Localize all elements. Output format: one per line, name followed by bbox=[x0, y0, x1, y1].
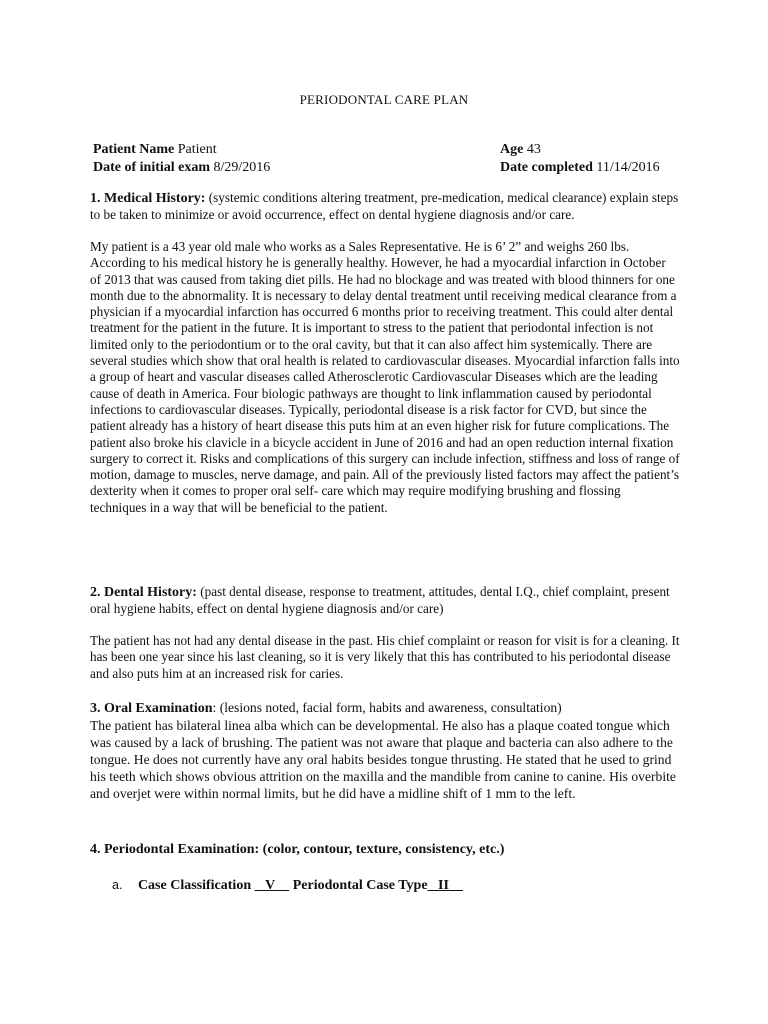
age-label: Age bbox=[500, 142, 524, 157]
initial-exam-date bbox=[93, 159, 270, 177]
medical-history-heading-block bbox=[90, 190, 680, 224]
dental-history-heading-block bbox=[90, 584, 680, 618]
case-type-value: II bbox=[438, 878, 449, 893]
completed-label: Date completed bbox=[500, 160, 593, 175]
oral-exam-prompt: : (lesions noted, facial form, habits and awareness, consultation) bbox=[212, 700, 562, 715]
oral-exam-paragraph: The patient has bilateral linea alba which can be developmental. He also has a plaque coated tongue which was caused by a lack of brushing. The patient was not aware that plaque and bacteria can also adhere to the tongue. He does not currently have any oral habits besides tongue thrusting. He stated that he used to grind his teeth which shows obvious attrition on the maxilla and the mandible from canine to canine. His overbite and overjet were within normal limits, but he did have a midline shift of 1 mm to the left. bbox=[90, 718, 676, 801]
completed-date bbox=[500, 159, 660, 177]
patient-name-label: Patient Name bbox=[93, 142, 175, 157]
medical-history-prompt: (systemic conditions altering treatment, pre-medication, medical clearance) explain steps to be taken to minimize or avoid occurrence, effect on dental hygiene diagnosis and/or care. bbox=[90, 190, 679, 223]
perio-exam-heading: 4. Periodontal Examination: (color, contour, texture, consistency, etc.) bbox=[90, 842, 505, 857]
dental-history-paragraph: The patient has not had any dental disease in the past. His chief complaint or reason for visit is for a cleaning. It has been one year since his last cleaning, so it is very likely that this has contributed to his periodontal disease and also puts him at an increased risk for caries. bbox=[90, 633, 680, 681]
completed-value: 11/14/2016 bbox=[596, 160, 660, 175]
medical-history-paragraph: My patient is a 43 year old male who works as a Sales Representative. He is 6’ 2” and weighs 260 lbs. According to his medical history he is generally healthy. However, he had a myocardial infarction in October of 2013 that was caused from taking diet pills. He had no blockage and was treated with blood thinners for one month due to the abnormality. It is necessary to delay dental treatment until receiving medical clearance from a physician if a myocardial infarction has occurred 6 months prior to receiving treatment. This could alter dental treatment for the patient in the future. It is important to stress to the patient that periodontal infection is not limited only to the periodontium or to the oral cavity, but that it can also affect him systemically. There are several studies which show that oral health is related to cardiovascular diseases. Myocardial infarction falls into a group of heart and vascular diseases called Atherosclerotic Cardiovascular Diseases which are the leading cause of death in America. Four biologic pathways are thought to link inflammation caused by periodontal infections to cardiovascular diseases. Typically, periodontal disease is a risk factor for CVD, but since the patient already has a history of heart disease this puts him at an even higher risk for future complications. The patient also broke his clavicle in a bicycle accident in June of 2016 and had an open reduction internal fixation surgery to correct it. Risks and complications of this surgery can include infection, stiffness and loss of range of motion, damage to muscles, nerve damage, and pain. All of the previously listed factors may affect the patient’s dexterity when it comes to proper oral self- care which may require modifying brushing and flossing techniques in a way that will be beneficial to the patient. bbox=[90, 239, 680, 515]
perio-exam-item-a bbox=[112, 878, 463, 894]
initial-exam-label: Date of initial exam bbox=[93, 160, 211, 175]
patient-age bbox=[500, 141, 541, 159]
case-type-label: Periodontal Case Type bbox=[292, 878, 428, 893]
oral-exam-heading: 3. Oral Examination bbox=[90, 701, 213, 716]
dental-history-body bbox=[90, 633, 680, 682]
patient-name-value: Patient bbox=[177, 142, 217, 157]
case-classification-value: V bbox=[265, 878, 276, 893]
case-classification-label: Case Classification bbox=[137, 878, 252, 893]
page-title: PERIODONTAL CARE PLAN bbox=[299, 92, 469, 107]
medical-history-heading: 1. Medical History: bbox=[90, 191, 206, 206]
patient-name bbox=[93, 141, 217, 159]
item-a-marker: a. bbox=[112, 878, 123, 892]
dental-history-heading: 2. Dental History: bbox=[90, 585, 197, 600]
dental-history-prompt: (past dental disease, response to treatment, attitudes, dental I.Q., chief complaint, present oral hygiene habits, effect on dental hygiene diagnosis and/or care) bbox=[90, 584, 670, 617]
oral-exam-block bbox=[90, 699, 680, 802]
medical-history-body bbox=[90, 239, 680, 516]
initial-exam-value: 8/29/2016 bbox=[213, 160, 271, 175]
age-value: 43 bbox=[526, 142, 541, 157]
